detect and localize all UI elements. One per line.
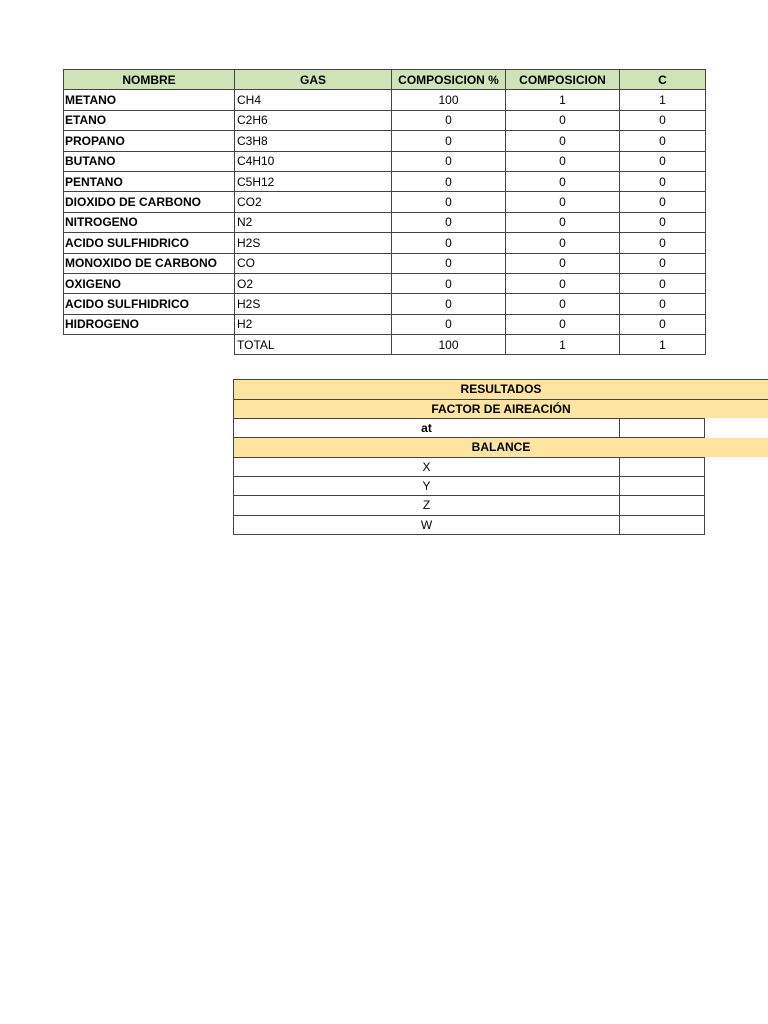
cell-composicion-pct[interactable]: 0: [392, 151, 506, 171]
cell-nombre[interactable]: OXIGENO: [64, 273, 235, 293]
table-header-row: [64, 70, 706, 90]
cell-composicion[interactable]: 0: [506, 131, 620, 151]
balance-label-x: X: [234, 458, 620, 476]
table-row: [64, 294, 706, 314]
cell-composicion-pct[interactable]: 0: [392, 233, 506, 253]
cell-composicion-pct[interactable]: 0: [392, 110, 506, 130]
cell-gas[interactable]: C3H8: [235, 131, 392, 151]
total-row: [64, 335, 706, 355]
cell-gas[interactable]: CO: [235, 253, 392, 273]
cell-nombre[interactable]: HIDROGENO: [64, 314, 235, 334]
cell-c[interactable]: 0: [620, 151, 706, 171]
balance-row-z[interactable]: [233, 496, 705, 516]
cell-composicion-pct[interactable]: 0: [392, 131, 506, 151]
cell-nombre[interactable]: MONOXIDO DE CARBONO: [64, 253, 235, 273]
table-row: [64, 192, 706, 212]
total-label[interactable]: TOTAL: [235, 335, 392, 355]
cell-gas[interactable]: O2: [235, 273, 392, 293]
cell-nombre[interactable]: NITROGENO: [64, 212, 235, 232]
balance-row-x[interactable]: [233, 457, 705, 477]
cell-c[interactable]: 0: [620, 273, 706, 293]
balance-row-w[interactable]: [233, 516, 705, 536]
cell-composicion[interactable]: 0: [506, 171, 620, 191]
cell-c[interactable]: 0: [620, 233, 706, 253]
table-row: [64, 131, 706, 151]
table-row: [64, 314, 706, 334]
aeration-title: FACTOR DE AIREACIÓN: [431, 401, 571, 416]
header-composicion[interactable]: COMPOSICION: [506, 70, 620, 90]
cell-composicion-pct[interactable]: 0: [392, 273, 506, 293]
balance-title: BALANCE: [471, 439, 531, 454]
cell-composicion-pct[interactable]: 0: [392, 192, 506, 212]
cell-nombre[interactable]: BUTANO: [64, 151, 235, 171]
table-row: [64, 253, 706, 273]
total-composicion-pct[interactable]: 100: [392, 335, 506, 355]
cell-c[interactable]: 0: [620, 110, 706, 130]
cell-composicion-pct[interactable]: 0: [392, 171, 506, 191]
cell-c[interactable]: 0: [620, 294, 706, 314]
cell-gas[interactable]: C4H10: [235, 151, 392, 171]
cell-composicion[interactable]: 0: [506, 110, 620, 130]
cell-composicion[interactable]: 0: [506, 212, 620, 232]
table-row: [64, 110, 706, 130]
cell-gas[interactable]: H2: [235, 314, 392, 334]
cell-nombre[interactable]: PENTANO: [64, 171, 235, 191]
header-c[interactable]: C: [620, 70, 706, 90]
cell-composicion-pct[interactable]: 0: [392, 314, 506, 334]
cell-gas[interactable]: H2S: [235, 294, 392, 314]
balance-label-z: Z: [234, 496, 620, 515]
cell-nombre[interactable]: PROPANO: [64, 131, 235, 151]
balance-label-w: W: [234, 516, 620, 535]
cell-composicion[interactable]: 0: [506, 253, 620, 273]
cell-c[interactable]: 0: [620, 192, 706, 212]
cell-composicion-pct[interactable]: 0: [392, 294, 506, 314]
cell-gas[interactable]: CH4: [235, 90, 392, 110]
cell-composicion[interactable]: 0: [506, 233, 620, 253]
cell-c[interactable]: 1: [620, 90, 706, 110]
total-composicion[interactable]: 1: [506, 335, 620, 355]
cell-composicion-pct[interactable]: 0: [392, 253, 506, 273]
total-c[interactable]: 1: [620, 335, 706, 355]
cell-composicion[interactable]: 0: [506, 294, 620, 314]
balance-title-row[interactable]: [233, 438, 768, 458]
gas-composition-table: [63, 69, 706, 355]
cell-nombre[interactable]: ACIDO SULFHIDRICO: [64, 294, 235, 314]
cell-c[interactable]: 0: [620, 253, 706, 273]
results-title-row[interactable]: [233, 379, 768, 399]
cell-composicion[interactable]: 1: [506, 90, 620, 110]
at-row[interactable]: [233, 418, 705, 438]
cell-nombre[interactable]: ACIDO SULFHIDRICO: [64, 233, 235, 253]
header-gas[interactable]: GAS: [235, 70, 392, 90]
cell-composicion[interactable]: 0: [506, 151, 620, 171]
cell-composicion[interactable]: 0: [506, 273, 620, 293]
at-label: at: [234, 419, 620, 437]
cell-composicion[interactable]: 0: [506, 192, 620, 212]
aeration-title-row[interactable]: [233, 399, 768, 419]
cell-c[interactable]: 0: [620, 212, 706, 232]
table-row: [64, 90, 706, 110]
cell-c[interactable]: 0: [620, 314, 706, 334]
table-row: [64, 171, 706, 191]
table-row: [64, 151, 706, 171]
results-title: RESULTADOS: [460, 382, 542, 396]
cell-c[interactable]: 0: [620, 171, 706, 191]
cell-nombre[interactable]: DIOXIDO DE CARBONO: [64, 192, 235, 212]
table-row: [64, 212, 706, 232]
table-row: [64, 273, 706, 293]
cell-composicion[interactable]: 0: [506, 314, 620, 334]
table-row: [64, 233, 706, 253]
balance-row-y[interactable]: [233, 477, 705, 497]
cell-gas[interactable]: CO2: [235, 192, 392, 212]
cell-composicion-pct[interactable]: 100: [392, 90, 506, 110]
header-nombre[interactable]: NOMBRE: [64, 70, 235, 90]
cell-gas[interactable]: C5H12: [235, 171, 392, 191]
balance-label-y: Y: [234, 477, 620, 496]
cell-nombre[interactable]: ETANO: [64, 110, 235, 130]
cell-nombre[interactable]: METANO: [64, 90, 235, 110]
cell-gas[interactable]: H2S: [235, 233, 392, 253]
cell-gas[interactable]: N2: [235, 212, 392, 232]
cell-composicion-pct[interactable]: 0: [392, 212, 506, 232]
header-composicion-pct[interactable]: COMPOSICION %: [392, 70, 506, 90]
total-empty-cell: [64, 335, 235, 355]
cell-c[interactable]: 0: [620, 131, 706, 151]
cell-gas[interactable]: C2H6: [235, 110, 392, 130]
